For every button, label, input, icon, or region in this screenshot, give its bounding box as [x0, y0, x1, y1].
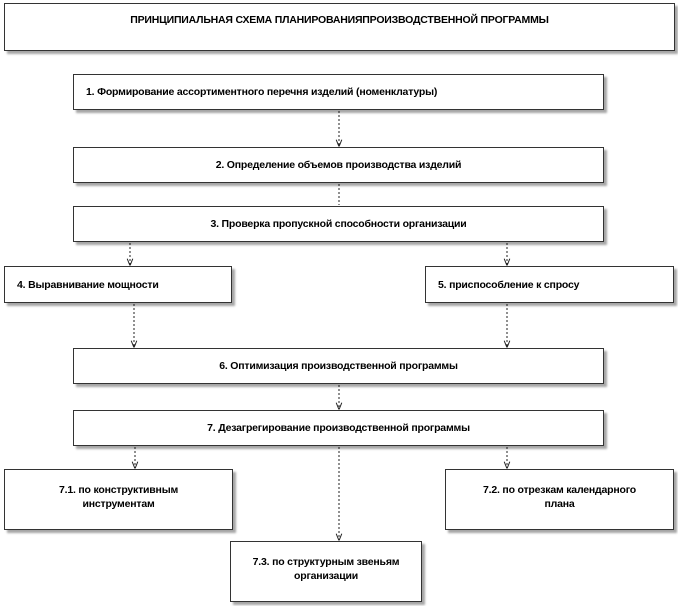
step-7-3-label: 7.3. по структурным звеньям организации	[252, 556, 400, 582]
step-6-box	[73, 348, 604, 384]
step-7-1-box	[4, 469, 233, 530]
step-4-label: 4. Выравнивание мощности	[17, 278, 159, 291]
step-6-label: 6. Оптимизация производственной программы	[219, 360, 458, 372]
step-4-box	[4, 266, 232, 303]
step-1-box	[73, 74, 604, 110]
step-3-box	[73, 206, 604, 242]
step-7-1-label: 7.1. по конструктивным инструментам	[58, 484, 179, 510]
step-7-2-box	[445, 469, 674, 530]
step-7-3-box	[230, 541, 422, 602]
diagram-title-box	[4, 3, 675, 51]
diagram-title: ПРИНЦИПИАЛЬНАЯ СХЕМА ПЛАНИРОВАНИЯПРОИЗВОДСТВЕННОЙ ПРОГРАММЫ	[130, 14, 549, 26]
step-7-box	[73, 410, 604, 446]
step-2-label: 2. Определение объемов производства изделий	[215, 159, 462, 171]
step-5-box	[425, 266, 674, 303]
step-1-label: 1. Формирование ассортиментного перечня изделий (номенклатуры)	[86, 86, 438, 98]
step-7-label: 7. Дезагрегирование производственной программы	[207, 422, 470, 434]
step-7-2-label: 7.2. по отрезкам календарного плана	[483, 484, 636, 510]
step-3-label: 3. Проверка пропускной способности организации	[210, 218, 467, 230]
step-5-label: 5. приспособление к спросу	[438, 278, 580, 291]
step-2-box	[73, 147, 604, 183]
